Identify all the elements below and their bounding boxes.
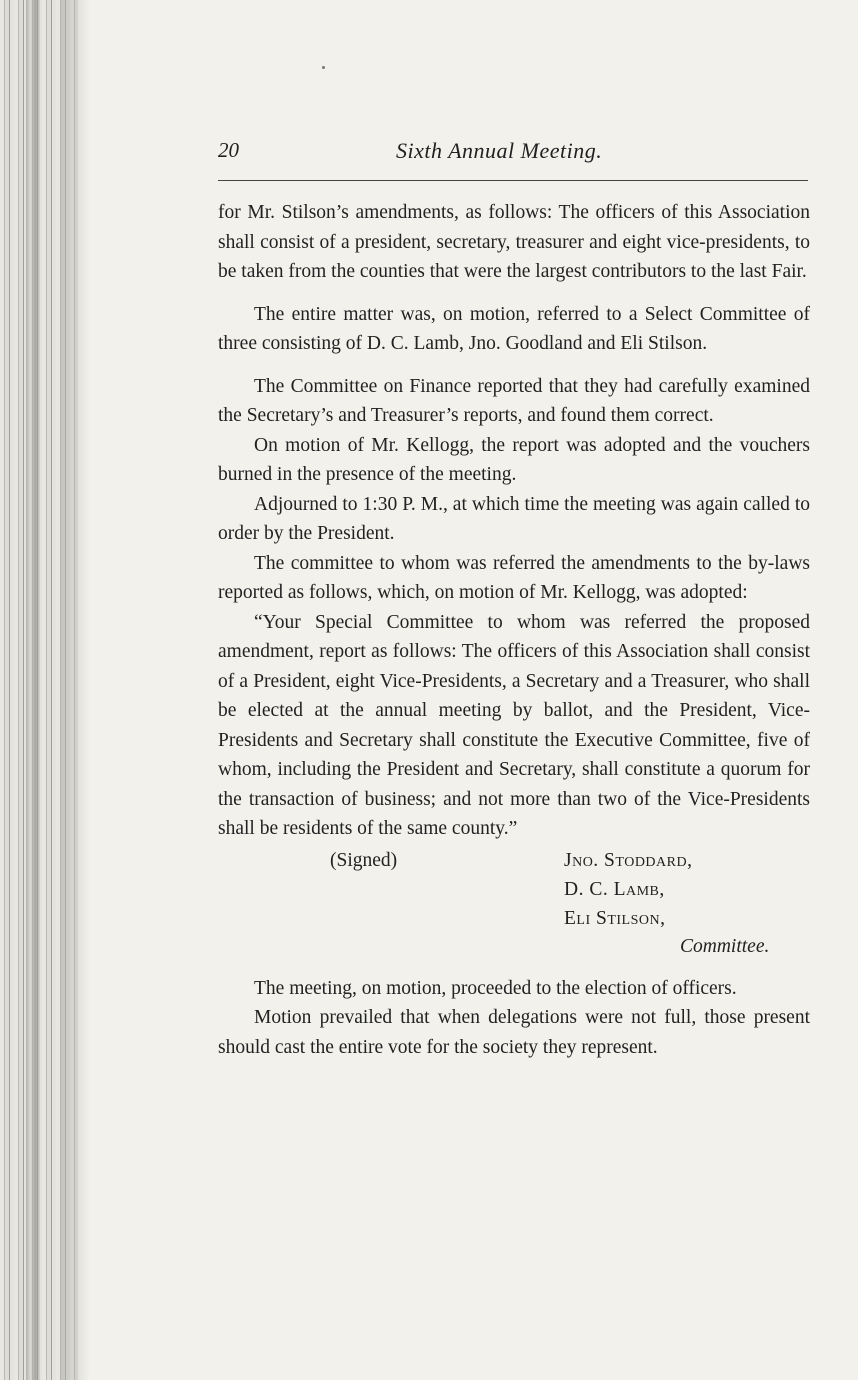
signatory-name: D. C. Lamb, bbox=[564, 878, 665, 900]
paragraph: The meeting, on motion, proceeded to the election of officers. bbox=[254, 977, 737, 999]
binding-fade bbox=[60, 0, 90, 1380]
signatory-name: Eli Stilson, bbox=[564, 907, 666, 929]
page-number: 20 bbox=[218, 138, 239, 162]
paragraph: for Mr. Stilson’s amendments, as follows: The officers of this Association shall consist of a president, secretary, treasurer and eight vice-presidents, to be taken from the counties that were the largest contributors to the last Fair. bbox=[218, 202, 810, 282]
paragraph: The Committee on Finance reported that they had carefully examined the Secretary’s and Treasurer’s reports, and found them correct. bbox=[218, 375, 810, 426]
paragraph: Motion prevailed that when delegations were not full, those present should cast the entire vote for the society they represent. bbox=[218, 1007, 810, 1058]
paragraph: On motion of Mr. Kellogg, the report was adopted and the vouchers burned in the presence of the meeting. bbox=[218, 434, 810, 485]
running-head: Sixth Annual Meeting. bbox=[396, 138, 603, 163]
paragraph: The entire matter was, on motion, referred to a Select Committee of three consisting of D. C. Lamb, Jno. Goodland and Eli Stilson. bbox=[218, 303, 810, 354]
signed-label: (Signed) bbox=[330, 849, 398, 871]
header-rule bbox=[218, 180, 808, 181]
binding-shadow bbox=[26, 0, 40, 1380]
paragraph: Adjourned to 1:30 P. M., at which time the meeting was again called to order by the President. bbox=[218, 493, 810, 544]
paper-speck bbox=[322, 66, 325, 69]
signature-block bbox=[218, 846, 810, 966]
committee-report-quote: “Your Special Committee to whom was referred the proposed amendment, report as follows: The officers of this Association shall consist of a President, eight Vice-Presidents, a Secretary and a Treasurer, who shall be elected at the annual meeting by ballot, and the President, Vice-Presidents and Secretary shall constitute the Executive Committee, five of whom, including the President and Secretary, shall constitute a quorum for the transaction of business; and not more than two of the Vice-Presidents shall be residents of the same county.” bbox=[218, 611, 810, 839]
paragraph: The committee to whom was referred the amendments to the by-laws reported as follows, which, on motion of Mr. Kellogg, was adopted: bbox=[218, 552, 810, 603]
signatory-role: Committee. bbox=[680, 935, 770, 957]
page-header bbox=[218, 138, 812, 170]
signatory-name: Jno. Stoddard, bbox=[564, 849, 693, 871]
closing-section bbox=[218, 974, 810, 1063]
body-text bbox=[218, 198, 810, 1062]
